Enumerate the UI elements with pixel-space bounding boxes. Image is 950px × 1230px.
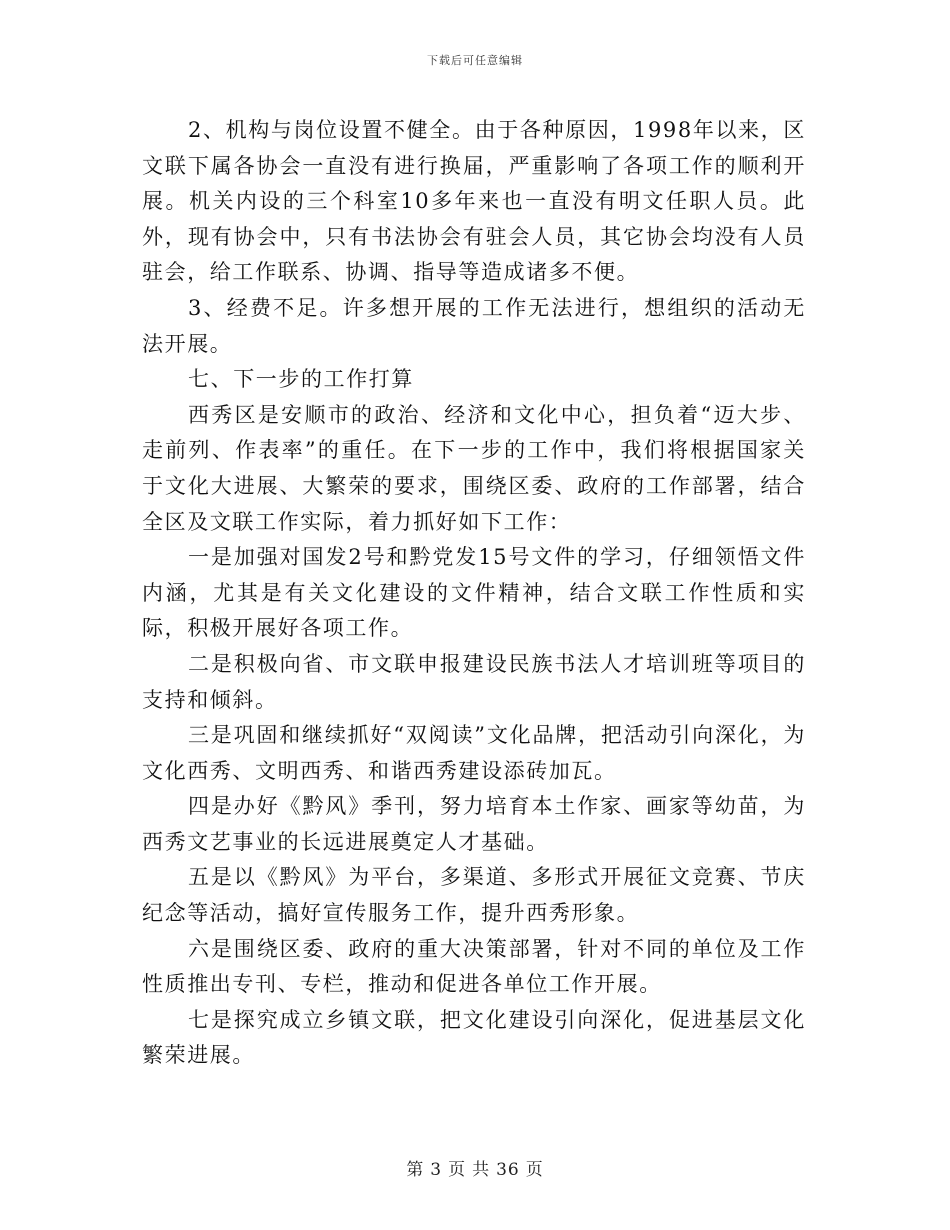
current-page-number: 3 xyxy=(430,1160,443,1180)
page-header: 下载后可任意编辑 xyxy=(427,54,523,67)
paragraph: 西秀区是安顺市的政治、经济和文化中心，担负着“迈大步、走前列、作表率”的重任。在下一步的工作中，我们将根据国家关于文化大进展、大繁荣的要求，围绕区委、政府的工作部署，结合全区及文联工作实际，着力抓好如下工作： xyxy=(142,402,806,534)
footer-label-total: 共 xyxy=(472,1160,491,1180)
list-item: 二是积极向省、市文联申报建设民族书法人才培训班等项目的支持和倾斜。 xyxy=(142,651,806,712)
list-item: 四是办好《黔风》季刊，努力培育本土作家、画家等幼苗，为西秀文艺事业的长远进展奠定人才基础。 xyxy=(142,794,806,854)
footer-label-page: 页 xyxy=(448,1160,467,1180)
list-item: 五是以《黔风》为平台，多渠道、多形式开展征文竞赛、节庆纪念等活动，搞好宣传服务工作，提升西秀形象。 xyxy=(142,865,806,926)
list-item: 六是围绕区委、政府的重大决策部署，针对不同的单位及工作性质推出专刊、专栏，推动和促进各单位工作开展。 xyxy=(142,936,806,997)
list-item: 一是加强对国发2号和黔党发15号文件的学习，仔细领悟文件内涵，尤其是有关文化建设的文件精神，结合文联工作性质和实际，积极开展好各项工作。 xyxy=(142,545,806,641)
list-item: 三是巩固和继续抓好“双阅读”文化品牌，把活动引向深化，为文化西秀、文明西秀、和谐西秀建设添砖加瓦。 xyxy=(142,723,806,783)
footer-label-before: 第 xyxy=(406,1160,425,1180)
total-pages-number: 36 xyxy=(496,1160,520,1180)
footer-label-end: 页 xyxy=(525,1160,544,1180)
list-item: 七是探究成立乡镇文联，把文化建设引向深化，促进基层文化繁荣进展。 xyxy=(142,1007,806,1068)
paragraph: 3、经费不足。许多想开展的工作无法进行，想组织的活动无法开展。 xyxy=(142,295,806,356)
page-footer xyxy=(0,1155,950,1180)
section-heading: 七、下一步的工作打算 xyxy=(188,367,414,392)
document-body xyxy=(142,113,806,1074)
paragraph: 2、机构与岗位设置不健全。由于各种原因，1998年以来，区文联下属各协会一直没有进行换届，严重影响了各项工作的顺利开展。机关内设的三个科室10多年来也一直没有明文任职人员。此外，现有协会中，只有书法协会有驻会人员，其它协会均没有人员驻会，给工作联系、协调、指导等造成诸多不便。 xyxy=(142,118,806,285)
